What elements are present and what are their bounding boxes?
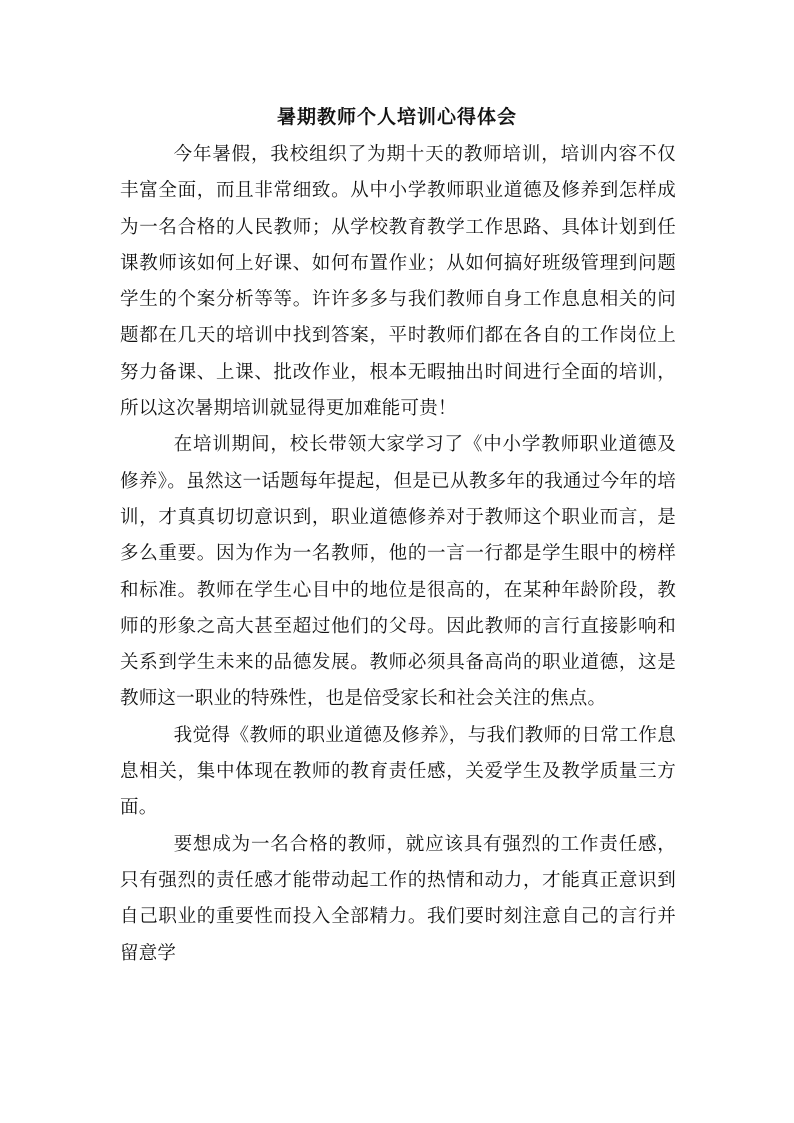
paragraph-4: 要想成为一名合格的教师，就应该具有强烈的工作责任感，只有强烈的责任感才能带动起工作的热情和动力，才能真正意识到自己职业的重要性而投入全部精力。我们要时刻注意自己的言行并留意学: [120, 833, 676, 964]
document-title: 暑期教师个人培训心得体会: [276, 106, 517, 128]
paragraph-1: 今年暑假，我校组织了为期十天的教师培训，培训内容不仅丰富全面，而且非常细致。从中小学教师职业道德及修养到怎样成为一名合格的人民教师；从学校教育教学工作思路、具体计划到任课教师该如何上好课、如何布置作业；从如何搞好班级管理到问题学生的个案分析等等。许许多多与我们教师自身工作息息相关的问题都在几天的培训中找到答案，平时教师们都在各自的工作岗位上努力备课、上课、批改作业，根本无暇抽出时间进行全面的培训，所以这次暑期培训就显得更加难能可贵！: [120, 144, 676, 420]
paragraph-2: 在培训期间，校长带领大家学习了《中小学教师职业道德及修养》。虽然这一话题每年提起，但是已从教多年的我通过今年的培训，才真真切切意识到，职业道德修养对于教师这个职业而言，是多么重要。因为作为一名教师，他的一言一行都是学生眼中的榜样和标准。教师在学生心目中的地位是很高的，在某种年龄阶段，教师的形象之高大甚至超过他们的父母。因此教师的言行直接影响和关系到学生未来的品德发展。教师必须具备高尚的职业道德，这是教师这一职业的特殊性，也是倍受家长和社会关注的焦点。: [120, 434, 676, 710]
document-body: [120, 137, 676, 972]
paragraph-3: 我觉得《教师的职业道德及修养》，与我们教师的日常工作息息相关，集中体现在教师的教育责任感，关爱学生及教学质量三方面。: [120, 724, 676, 819]
